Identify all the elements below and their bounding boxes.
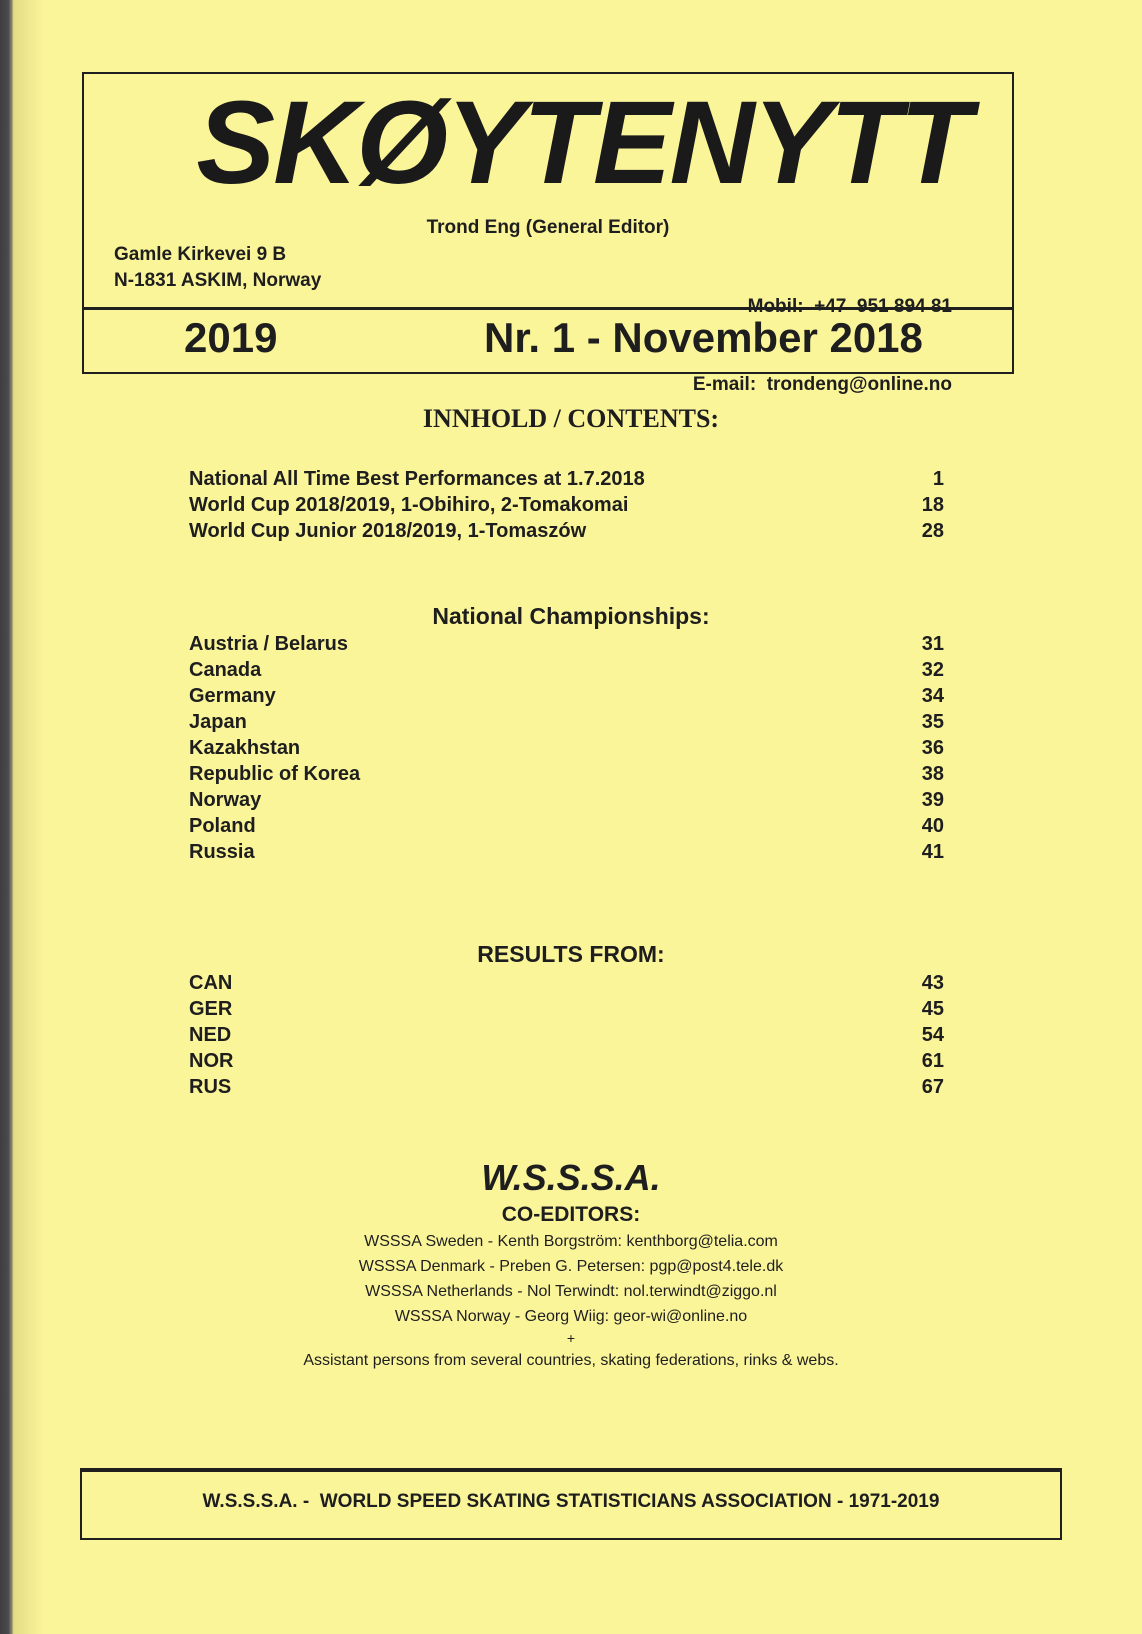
toc-item [189, 761, 944, 787]
toc-item [189, 970, 944, 996]
address-line-1: Gamle Kirkevei 9 B [114, 244, 287, 265]
toc-item-label: Norway [189, 789, 262, 811]
toc-item [189, 657, 944, 683]
results-from-heading: RESULTS FROM: [477, 941, 665, 967]
masthead-title: SKØYTENYTT [196, 77, 970, 209]
toc-item-label: NOR [189, 1050, 234, 1072]
toc-item-label: National All Time Best Performances at 1.7.2018 [189, 468, 645, 490]
toc-item [189, 996, 944, 1022]
toc-item-label: Poland [189, 815, 256, 837]
footer-box [80, 1468, 1062, 1540]
toc-item [189, 813, 944, 839]
coeditors-heading: CO-EDITORS: [501, 1203, 641, 1226]
toc-item [189, 683, 944, 709]
toc-item-label: Kazakhstan [189, 737, 301, 759]
toc-item-label: Republic of Korea [189, 763, 361, 785]
toc-item [189, 466, 944, 492]
contents-heading: INNHOLD / CONTENTS: [422, 404, 720, 433]
footer-text: W.S.S.S.A. - WORLD SPEED SKATING STATISTICIANS ASSOCIATION - 1971-2019 [202, 1491, 940, 1512]
toc-item-page: 39 [921, 789, 944, 811]
wsssa-title: W.S.S.S.A. [481, 1157, 661, 1198]
toc-item-label: World Cup 2018/2019, 1-Obihiro, 2-Tomakomai [189, 494, 629, 516]
toc-item-page: 38 [921, 763, 944, 785]
coeditor-line: WSSSA Norway - Georg Wiig: geor-wi@online.no [394, 1308, 748, 1325]
assistants-note: Assistant persons from several countries, skating federations, rinks & webs. [303, 1352, 839, 1369]
general-editor: Trond Eng (General Editor) [426, 217, 670, 238]
toc-item [189, 735, 944, 761]
toc-item [189, 492, 944, 518]
toc-item-page: 45 [921, 998, 944, 1020]
toc-item-page: 35 [921, 711, 944, 733]
toc-item-page: 41 [921, 841, 944, 863]
toc-item-label: NED [189, 1024, 232, 1046]
address [114, 242, 321, 294]
spine-shadow [14, 0, 44, 1634]
toc-item [189, 709, 944, 735]
toc-item-page: 31 [921, 633, 944, 655]
toc-item-page: 32 [921, 659, 944, 681]
toc-item [189, 1074, 944, 1100]
toc-item-page: 61 [921, 1050, 944, 1072]
toc-item-page: 1 [932, 468, 944, 490]
toc-item [189, 839, 944, 865]
toc-item-page: 28 [921, 520, 944, 542]
email-address: E-mail: trondeng@online.no [692, 374, 952, 395]
national-championships-heading: National Championships: [432, 603, 710, 629]
toc-item [189, 518, 944, 544]
volume-year: 2019 [184, 314, 278, 361]
issue-number: Nr. 1 - November 2018 [484, 314, 923, 361]
toc-item-page: 40 [921, 815, 944, 837]
toc-item [189, 1022, 944, 1048]
coeditor-line: WSSSA Denmark - Preben G. Petersen: pgp@post4.tele.dk [358, 1258, 784, 1275]
plus-sign: + [566, 1330, 576, 1346]
toc-item-label: Japan [189, 711, 247, 733]
toc-item [189, 631, 944, 657]
toc-item-page: 18 [921, 494, 944, 516]
toc-item-page: 36 [921, 737, 944, 759]
binding-spine [0, 0, 14, 1634]
toc-item-label: Germany [189, 685, 276, 707]
toc-item-label: Canada [189, 659, 262, 681]
coeditor-line: WSSSA Sweden - Kenth Borgström: kenthborg@telia.com [364, 1233, 778, 1250]
toc-item-page: 67 [921, 1076, 944, 1098]
toc-item-page: 54 [921, 1024, 944, 1046]
masthead-box [82, 72, 1014, 395]
toc-item-page: 34 [921, 685, 944, 707]
header-divider [84, 307, 1012, 310]
toc-item-label: GER [189, 998, 233, 1020]
coeditor-line: WSSSA Netherlands - Nol Terwindt: nol.terwindt@ziggo.nl [365, 1283, 777, 1300]
toc-item-page: 43 [921, 972, 944, 994]
toc-item-label: Russia [189, 841, 255, 863]
toc-item [189, 787, 944, 813]
address-line-2: N-1831 ASKIM, Norway [114, 270, 322, 291]
toc-item-label: CAN [189, 972, 233, 994]
toc-item-label: RUS [189, 1076, 232, 1098]
toc-item [189, 1048, 944, 1074]
toc-item-label: World Cup Junior 2018/2019, 1-Tomaszów [189, 520, 587, 542]
toc-item-label: Austria / Belarus [189, 633, 348, 655]
